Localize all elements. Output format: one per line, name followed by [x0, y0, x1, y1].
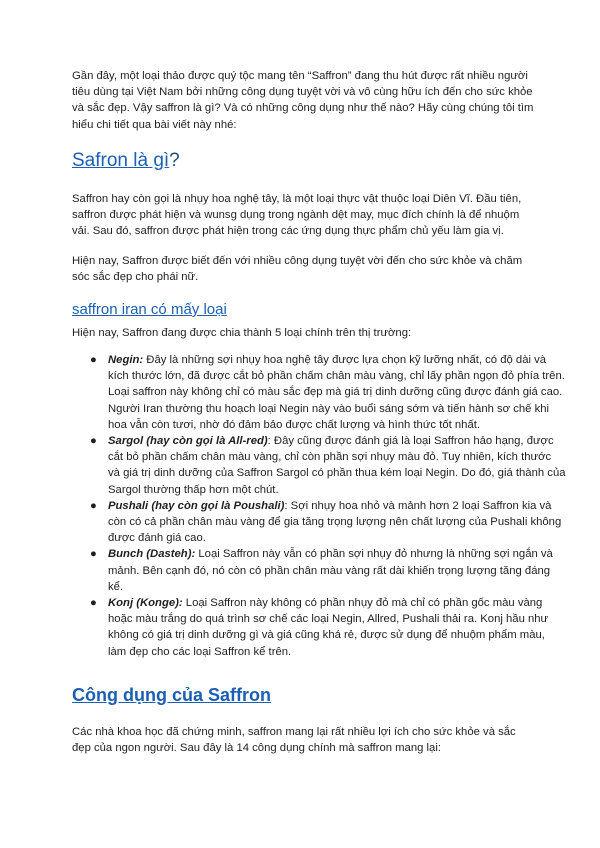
section-heading-what-is-saffron — [72, 150, 534, 172]
paragraph-uses-intro: Các nhà khoa học đã chứng minh, saffron mang lại rất nhiều lợi ích cho sức khỏe và sắc đẹp của ngon người. Sau đây là 14 công dụng chính mà saffron mang lại: — [72, 726, 516, 755]
list-item-term: Pushali (hay còn gọi là Poushali) — [108, 499, 285, 512]
list-item — [90, 595, 566, 660]
list-item-text: Loại Saffron này vẫn có phần sợi nhụy đỏ nhưng là những sợi ngắn và mảnh. Bên cạnh đó, nó còn có phần chân màu vàng rất dài khiến trọng lượng tăng đáng kể. — [108, 548, 553, 593]
saffron-types-list — [72, 352, 566, 660]
list-item — [90, 498, 566, 547]
paragraph-types-lead: Hiện nay, Saffron đang được chia thành 5 loại chính trên thị trường: — [72, 327, 412, 339]
list-item-text: Loại Saffron này không có phần nhụy đỏ mà chỉ có phần gốc màu vàng hoặc màu trắng do quá trình sơ chế các loại Negin, Allred, Pushali thải ra. Konj hầu như không có giá trị dinh dưỡng gì và giá cũng khá rẻ, được sử dụng để nhuộm phẩm màu, làm đẹp cho các loại Saffron kể trên. — [108, 597, 549, 658]
section-heading-saffron-uses[interactable]: Công dụng của Saffron — [72, 685, 271, 705]
paragraph-benefits-intro: Hiện nay, Saffron được biết đến với nhiều công dụng tuyệt vời đến cho sức khỏe và chăm sóc sắc đẹp cho phái nữ. — [72, 255, 523, 284]
list-item — [90, 433, 566, 498]
intro-paragraph: Gần đây, một loại thảo được quý tộc mang tên “Saffron” đang thu hút được rất nhiều người tiêu dùng tại Việt Nam bởi những công dụng tuyệt vời và vô cùng hữu ích đến cho sức khỏe và sắc đẹp. Vậy saffron là gì? Và có những công dụng như thế nào? Hãy cùng chúng tôi tìm hiểu chi tiết qua bài viết này nhé: — [72, 70, 534, 131]
list-item-term: Konj (Konge): — [108, 597, 183, 610]
list-item — [90, 352, 566, 433]
bullet-icon: ● — [90, 435, 97, 448]
heading-link[interactable]: Safron là gì — [72, 150, 170, 171]
list-item-text: : Đây cũng được đánh giá là loại Saffron hảo hạng, được cắt bỏ phần chấm chân màu vàng, chỉ còn phần sợi nhụy màu đỏ. Tuy nhiên, kích thước và giá trị dinh dưỡng của Saffron Sargol có phần thua kém loại Negin. Do đó, giá thành của Sargol thường thấp hơn một chút. — [108, 435, 566, 496]
list-item-term: Bunch (Dasteh): — [108, 548, 196, 561]
list-item-text: Đây là những sợi nhụy hoa nghệ tây được lựa chọn kỹ lưỡng nhất, có độ dài và kích thước lớn, đã được cắt bỏ phần chấm chân màu vàng, chỉ lấy phần ngọn đỏ phía trên. Loại saffron này không chỉ có màu sắc đẹp mà giá trị dinh dưỡng cũng được đánh giá cao. Người Iran thường thu hoạch loại Negin này vào buổi sáng sớm và tiến hành sơ chế khi hoa vẫn còn tươi, nhờ đó đảm bảo được chất lượng và hình thức tốt nhất. — [108, 354, 565, 431]
bullet-icon: ● — [90, 499, 97, 512]
bullet-icon: ● — [90, 548, 97, 561]
list-item-text: : Sợi nhụy hoa nhỏ và mảnh hơn 2 loại Saffron kia và còn có cả phần chân màu vàng để gia tăng trọng lượng nên chất lượng của Pushali không được đánh giá cao. — [108, 499, 562, 545]
bullet-icon: ● — [90, 597, 97, 610]
paragraph-definition: Saffron hay còn gọi là nhụy hoa nghệ tây, là một loại thực vật thuộc loại Diên Vĩ. Đầu tiên, saffron được phát hiện và wunsg dụng trong ngành dệt may, mục đích chính là để nhuộm vải. Sau đó, saffron được phát hiện trong các ứng dụng thực phẩm chủ yếu làm gia vị. — [72, 193, 522, 238]
list-item-term: Sargol (hay còn gọi là All-red) — [108, 435, 268, 448]
list-item — [90, 546, 566, 595]
list-item-term: Negin: — [108, 354, 144, 366]
section-heading-saffron-types[interactable]: saffron iran có mấy loại — [72, 301, 227, 318]
bullet-icon: ● — [90, 354, 97, 366]
heading-suffix: ? — [169, 150, 180, 171]
